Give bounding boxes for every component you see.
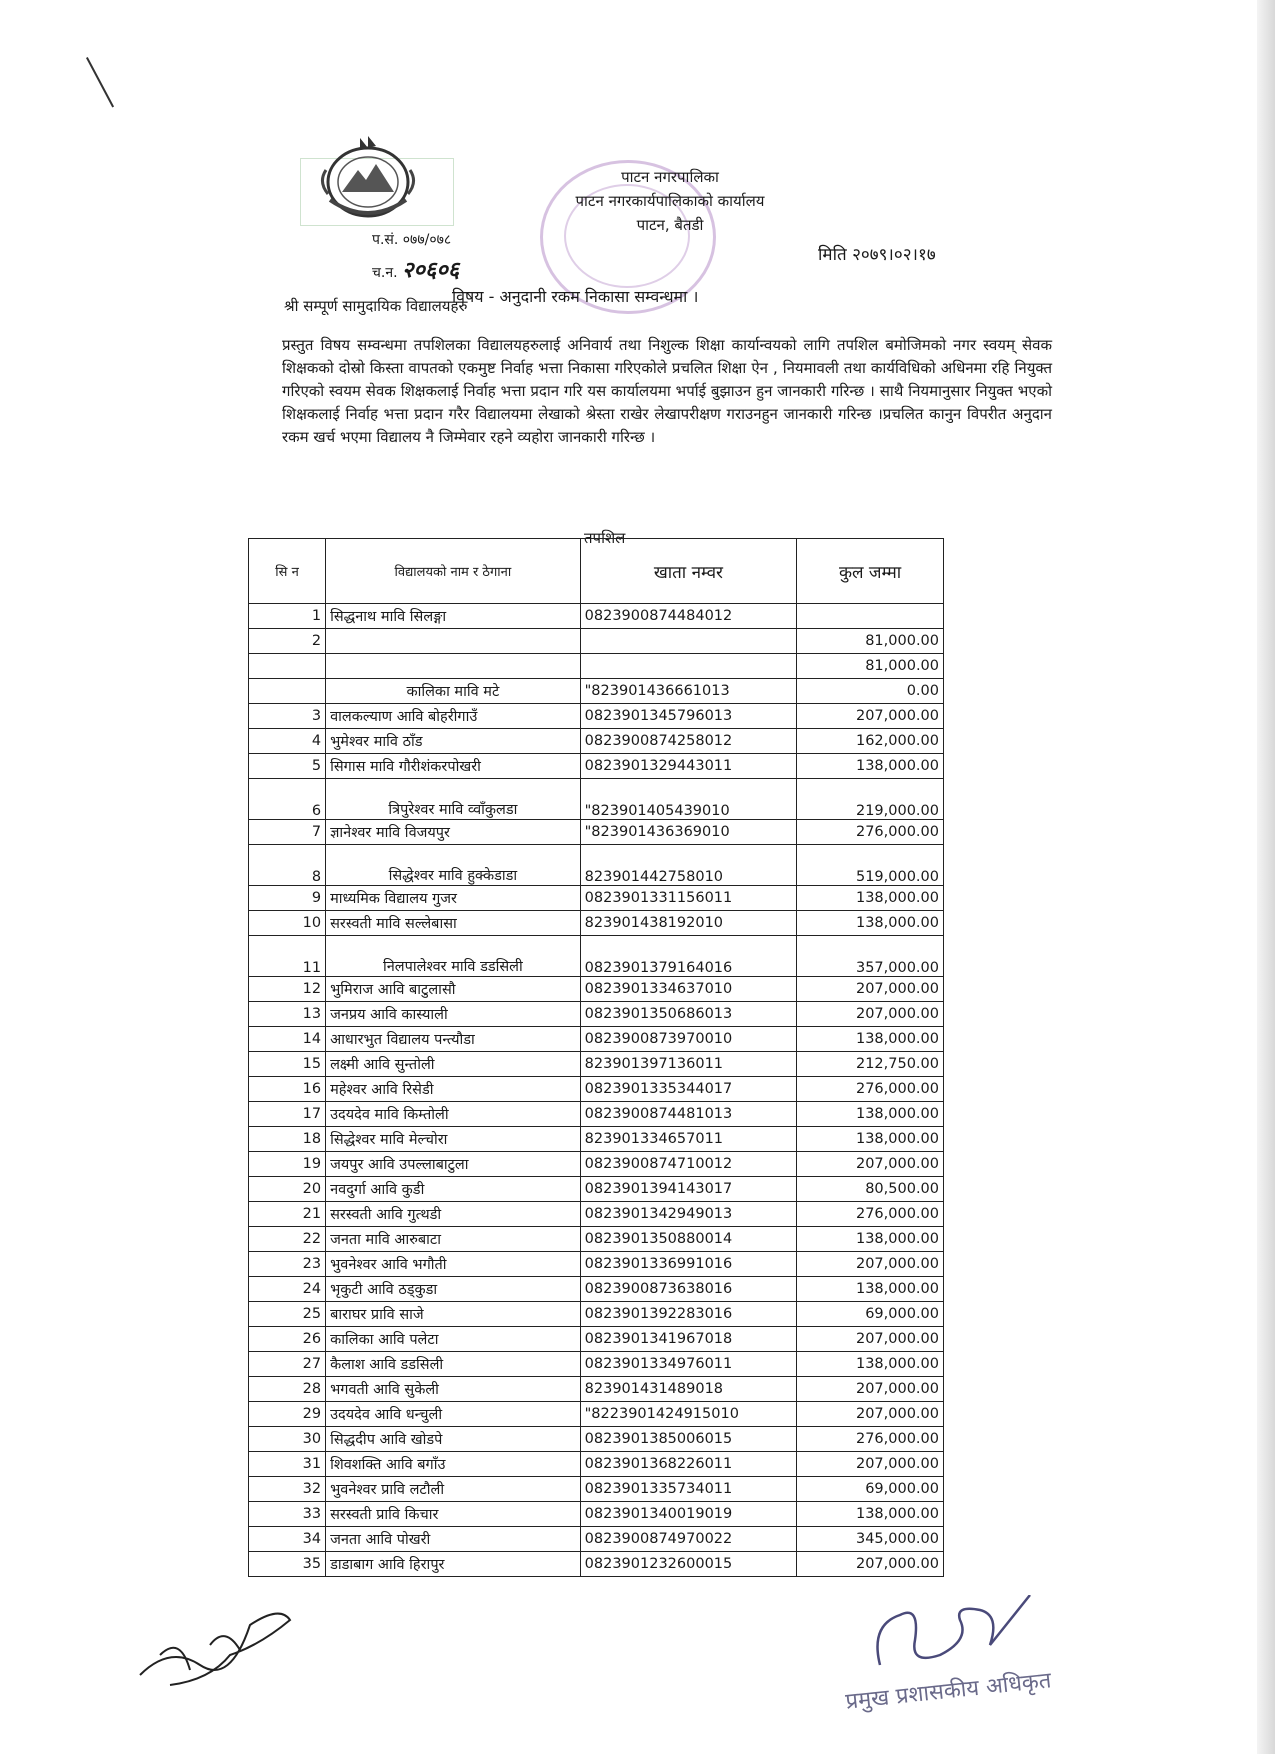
letter-recipient: श्री सम्पूर्ण सामुदायिक विद्यालयहरु [284,297,468,315]
header-sn: सि न [249,539,326,604]
header-school: विद्यालयको नाम र ठेगाना [326,539,581,604]
cell-total: 219,000.00 [797,779,944,820]
cell-total: 207,000.00 [797,1152,944,1177]
table-row [249,936,944,977]
nepal-emblem-icon [308,130,428,228]
cell-total: 207,000.00 [797,1327,944,1352]
header-account: खाता नम्वर [580,539,797,604]
table-title: तपशिल [584,529,626,547]
cell-sn: 3 [249,704,326,729]
cell-school: उदयदेव आवि धन्चुली [326,1402,581,1427]
cell-account: 823901442758010 [580,845,797,886]
cell-account: 823901334657011 [580,1127,797,1152]
cell-account: 823901397136011 [580,1052,797,1077]
cell-total: 138,000.00 [797,754,944,779]
cell-total: 0.00 [797,679,944,704]
cell-school: भगवती आवि सुकेली [326,1377,581,1402]
table-row [249,1202,944,1227]
cell-account: 0823900874258012 [580,729,797,754]
cell-account: 0823901394143017 [580,1177,797,1202]
cell-total [797,604,944,629]
cell-sn: 26 [249,1327,326,1352]
cell-sn: 33 [249,1502,326,1527]
cell-total: 138,000.00 [797,886,944,911]
cell-total: 162,000.00 [797,729,944,754]
cell-account: 0823901342949013 [580,1202,797,1227]
cell-account: 0823901392283016 [580,1302,797,1327]
reference-cn [372,254,459,284]
cell-school: सरस्वती आवि गुत्थडी [326,1202,581,1227]
cell-account: "8223901424915010 [580,1402,797,1427]
table-row [249,779,944,820]
cell-school: निलपालेश्वर मावि डडसिली [326,936,581,977]
cell-sn: 11 [249,936,326,977]
table-header-row [249,539,944,604]
table-row [249,704,944,729]
cell-sn: 28 [249,1377,326,1402]
table-row [249,1127,944,1152]
cell-sn: 35 [249,1552,326,1577]
cell-total: 69,000.00 [797,1477,944,1502]
cell-sn: 6 [249,779,326,820]
cell-total: 207,000.00 [797,1002,944,1027]
cell-sn: 24 [249,1277,326,1302]
cell-sn: 34 [249,1527,326,1552]
stray-mark [86,57,114,107]
cell-school: बाराघर प्रावि साजे [326,1302,581,1327]
cell-sn: 10 [249,911,326,936]
cell-sn: 21 [249,1202,326,1227]
cell-total: 207,000.00 [797,1252,944,1277]
cell-school: भुवनेश्वर प्रावि लटौली [326,1477,581,1502]
cell-total: 276,000.00 [797,1202,944,1227]
cell-account: 0823901350880014 [580,1227,797,1252]
table-row [249,1102,944,1127]
cell-account [580,629,797,654]
office-line-1: पाटन नगरपालिका [621,168,719,186]
table-row [249,604,944,629]
table-row [249,1227,944,1252]
cell-school: भुवनेश्वर आवि भगौती [326,1252,581,1277]
table-row [249,1502,944,1527]
table-row [249,1377,944,1402]
cell-account: 0823900873970010 [580,1027,797,1052]
table-row [249,1252,944,1277]
cell-school: सिद्धनाथ मावि सिलङ्गा [326,604,581,629]
cell-total: 81,000.00 [797,629,944,654]
cell-account: 0823900874970022 [580,1527,797,1552]
scan-edge [1257,0,1275,1754]
cell-total: 138,000.00 [797,1352,944,1377]
cell-total: 138,000.00 [797,1102,944,1127]
cell-school: जनता आवि पोखरी [326,1527,581,1552]
cell-sn: 5 [249,754,326,779]
cell-total: 81,000.00 [797,654,944,679]
cell-account: 0823901385006015 [580,1427,797,1452]
cell-sn: 14 [249,1027,326,1052]
cell-school: सिद्धेश्वर मावि मेल्चोरा [326,1127,581,1152]
letter-date: मिति २०७९।०२।१७ [818,245,936,265]
table-row [249,1352,944,1377]
reference-cn-label: च.न. [372,265,398,281]
cell-school: माध्यमिक विद्यालय गुजर [326,886,581,911]
cell-school: जनता मावि आरुबाटा [326,1227,581,1252]
cell-account: "823901436369010 [580,820,797,845]
reference-cn-number: २०६०६ [402,257,460,283]
office-line-3: पाटन, बैतडी [636,216,704,234]
cell-account: 0823901335734011 [580,1477,797,1502]
cell-sn: 32 [249,1477,326,1502]
table-row [249,679,944,704]
table-row [249,886,944,911]
cell-school [326,629,581,654]
cell-account: 0823901331156011 [580,886,797,911]
cell-total: 138,000.00 [797,1127,944,1152]
cell-school: डाडाबाग आवि हिरापुर [326,1552,581,1577]
cell-school: भुमेश्वर मावि ठाँड [326,729,581,754]
table-row [249,754,944,779]
cell-account: 0823901329443011 [580,754,797,779]
table-row [249,1177,944,1202]
cell-school: उदयदेव मावि किम्तोली [326,1102,581,1127]
cell-total: 80,500.00 [797,1177,944,1202]
cell-account: 0823901341967018 [580,1327,797,1352]
cell-school: जनप्रय आवि कास्याली [326,1002,581,1027]
cell-account: 0823900873638016 [580,1277,797,1302]
office-heading [520,165,820,237]
office-line-2: पाटन नगरकार्यपालिकाको कार्यालय [575,192,765,210]
cell-sn: 22 [249,1227,326,1252]
cell-total: 276,000.00 [797,1077,944,1102]
cell-school: ज्ञानेश्वर मावि विजयपुर [326,820,581,845]
cell-account: 0823901232600015 [580,1552,797,1577]
cell-sn [249,654,326,679]
cell-total: 207,000.00 [797,1377,944,1402]
header-total: कुल जम्मा [797,539,944,604]
cell-school: वालकल्याण आवि बोहरीगाउँ [326,704,581,729]
table-row [249,911,944,936]
cell-total: 207,000.00 [797,1452,944,1477]
cell-sn: 8 [249,845,326,886]
cell-school: सिगास मावि गौरीशंकरपोखरी [326,754,581,779]
cell-sn: 15 [249,1052,326,1077]
cell-account: 0823901340019019 [580,1502,797,1527]
cell-sn: 18 [249,1127,326,1152]
cell-total: 519,000.00 [797,845,944,886]
cell-total: 357,000.00 [797,936,944,977]
table-row [249,1302,944,1327]
cell-sn: 1 [249,604,326,629]
cell-total: 212,750.00 [797,1052,944,1077]
cell-school: भुमिराज आवि बाटुलासौ [326,977,581,1002]
cell-school: कैलाश आवि डडसिली [326,1352,581,1377]
cell-total: 138,000.00 [797,1227,944,1252]
cell-school: कालिका आवि पलेटा [326,1327,581,1352]
cell-total: 138,000.00 [797,1502,944,1527]
table-row [249,1402,944,1427]
cell-school: सिद्धेश्वर मावि हुक्केडाडा [326,845,581,886]
cell-school: कालिका मावि मटे [326,679,581,704]
cell-school: सरस्वती प्रावि किचार [326,1502,581,1527]
cell-account: 0823900874484012 [580,604,797,629]
cell-account: "823901436661013 [580,679,797,704]
cell-sn: 16 [249,1077,326,1102]
cell-sn: 4 [249,729,326,754]
cell-account: 0823901379164016 [580,936,797,977]
cell-account: "823901405439010 [580,779,797,820]
cell-account: 0823901336991016 [580,1252,797,1277]
cell-account: 823901431489018 [580,1377,797,1402]
table-row [249,1052,944,1077]
cell-sn: 19 [249,1152,326,1177]
table-row [249,1477,944,1502]
cell-sn: 7 [249,820,326,845]
cell-total: 207,000.00 [797,1402,944,1427]
cell-account: 0823901334637010 [580,977,797,1002]
cell-school: सरस्वती मावि सल्लेबासा [326,911,581,936]
table-row [249,1552,944,1577]
signature-right [860,1595,1040,1675]
cell-sn: 9 [249,886,326,911]
cell-school: नवदुर्गा आवि कुडी [326,1177,581,1202]
table-row [249,1452,944,1477]
table-row [249,654,944,679]
cell-school: सिद्धदीप आवि खोडपे [326,1427,581,1452]
cell-sn: 2 [249,629,326,654]
cell-total: 207,000.00 [797,977,944,1002]
cell-sn: 13 [249,1002,326,1027]
letter-subject: विषय - अनुदानी रकम निकासा सम्वन्धमा । [452,287,699,306]
table-row [249,1427,944,1452]
letter-body: प्रस्तुत विषय सम्वन्धमा तपशिलका विद्यालयहरुलाई अनिवार्य तथा निशुल्क शिक्षा कार्यान्वयको लागि तपशिल बमोजिमको नगर स्वयम् सेवक शिक्षकको दोस्रो किस्ता वापतको एकमुष्ट निर्वाह भत्ता निकासा गरिएकोले प्रचलित शिक्षा ऐन , नियमावली तथा कार्यविधिको अधिनमा रहि नियुक्त गरिएको स्वयम सेवक शिक्षकलाई निर्वाह भत्ता प्रदान गरि यस कार्यालयमा भर्पाई बुझाउन हुन जानकारी गरिन्छ । साथै नियमानुसार नियुक्त भएको शिक्षकलाई निर्वाह भत्ता प्रदान गरैर विद्यालयमा लेखाको श्रेस्ता राखेर लेखापरीक्षण गराउनहुन जानकारी गरिन्छ ।प्रचलित कानुन विपरीत अनुदान रकम खर्च भएमा विद्यालय नै जिम्मेवार रहने व्यहोरा जानकारी गरिन्छ । [282,336,1052,446]
table-row [249,977,944,1002]
cell-school: त्रिपुरेश्वर मावि व्वाँकुलडा [326,779,581,820]
reference-ps: प.सं. ०७७/०७८ [372,232,452,248]
cell-sn: 17 [249,1102,326,1127]
cell-total: 345,000.00 [797,1527,944,1552]
signatory-title: प्रमुख प्रशासकीय अधिकृत [844,1668,1053,1715]
table-row [249,1152,944,1177]
cell-total: 207,000.00 [797,1552,944,1577]
cell-total: 138,000.00 [797,911,944,936]
cell-total: 138,000.00 [797,1027,944,1052]
signature-left [130,1585,310,1695]
table-row [249,729,944,754]
table-row [249,1327,944,1352]
table-row [249,845,944,886]
cell-sn: 25 [249,1302,326,1327]
cell-account: 0823901335344017 [580,1077,797,1102]
cell-account: 0823901350686013 [580,1002,797,1027]
table-row [249,1027,944,1052]
cell-sn: 20 [249,1177,326,1202]
cell-total: 138,000.00 [797,1277,944,1302]
cell-school: महेश्वर आवि रिसेडी [326,1077,581,1102]
cell-total: 276,000.00 [797,820,944,845]
cell-sn: 27 [249,1352,326,1377]
cell-sn: 30 [249,1427,326,1452]
table-row [249,1077,944,1102]
table-row [249,820,944,845]
cell-sn: 31 [249,1452,326,1477]
cell-sn [249,679,326,704]
cell-total: 276,000.00 [797,1427,944,1452]
cell-sn: 12 [249,977,326,1002]
cell-sn: 23 [249,1252,326,1277]
cell-account: 0823901334976011 [580,1352,797,1377]
table-row [249,1527,944,1552]
cell-sn: 29 [249,1402,326,1427]
cell-total: 207,000.00 [797,704,944,729]
cell-account: 0823901345796013 [580,704,797,729]
cell-account: 0823900874710012 [580,1152,797,1177]
cell-school: जयपुर आवि उपल्लाबाटुला [326,1152,581,1177]
cell-school: लक्ष्मी आवि सुन्तोली [326,1052,581,1077]
cell-school: भृकुटी आवि ठड्कुडा [326,1277,581,1302]
cell-total: 69,000.00 [797,1302,944,1327]
cell-school: आधारभुत विद्यालय पन्त्यौडा [326,1027,581,1052]
table-row [249,1002,944,1027]
school-grant-table [248,538,944,1577]
table-row [249,1277,944,1302]
table-row [249,629,944,654]
cell-account: 823901438192010 [580,911,797,936]
cell-account: 0823900874481013 [580,1102,797,1127]
cell-school [326,654,581,679]
cell-school: शिवशक्ति आवि बगाँउ [326,1452,581,1477]
cell-account [580,654,797,679]
cell-account: 0823901368226011 [580,1452,797,1477]
